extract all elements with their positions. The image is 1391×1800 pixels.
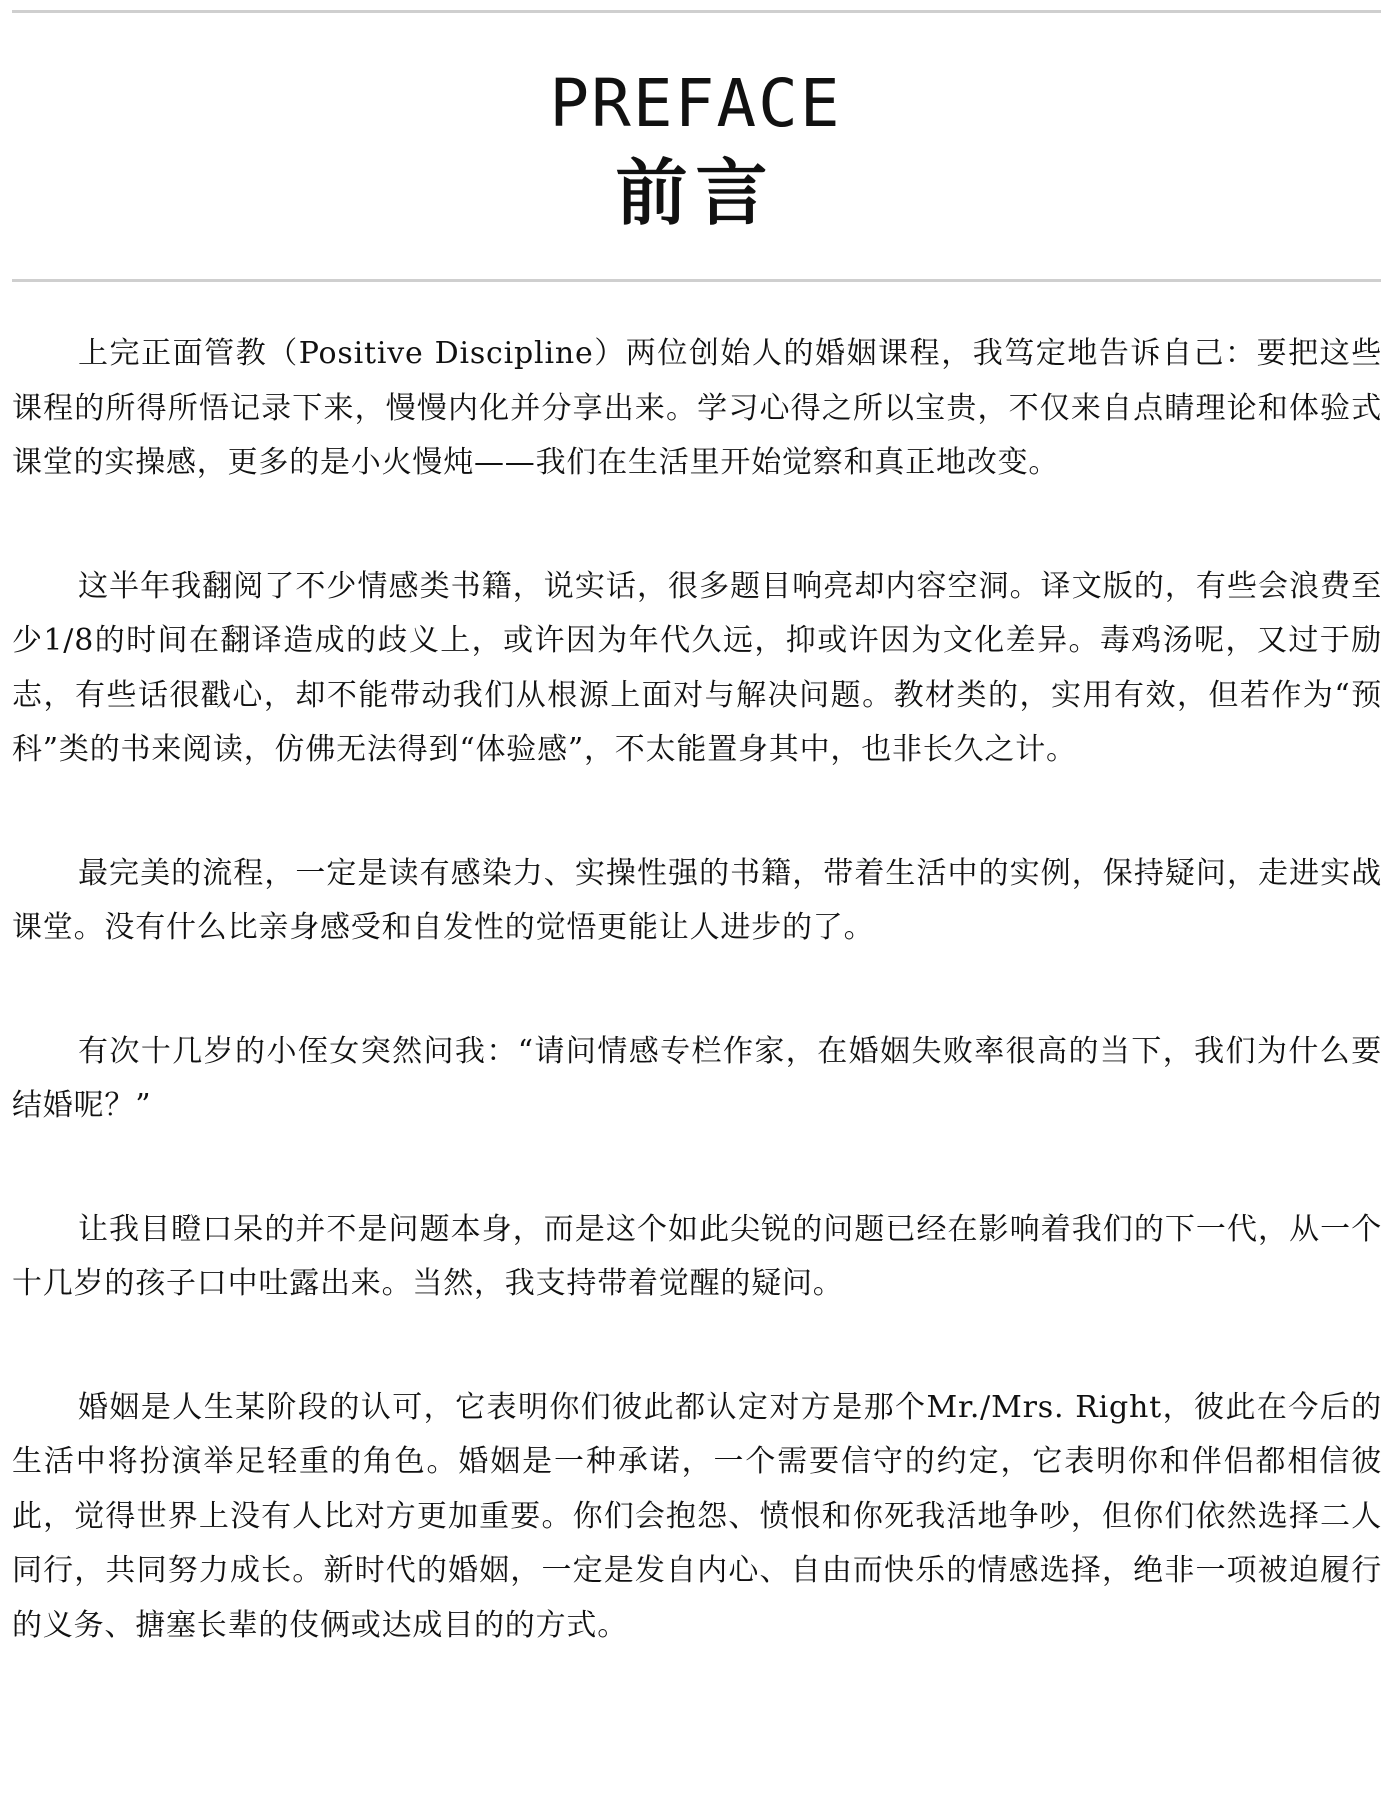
- paragraph: 有次十几岁的小侄女突然问我：“请问情感专栏作家，在婚姻失败率很高的当下，我们为什么要结婚呢？”: [12, 1033, 1382, 1123]
- bottom-divider: [12, 279, 1381, 282]
- paragraph: 婚姻是人生某阶段的认可，它表明你们彼此都认定对方是那个Mr./Mrs. Right，彼此在今后的生活中将扮演举足轻重的角色。婚姻是一种承诺，一个需要信守的约定，它表明你和伴侣都相信彼此，觉得世界上没有人比对方更加重要。你们会抱怨、愤恨和你死我活地争吵，但你们依然选择二人同行，共同努力成长。新时代的婚姻，一定是发自内心、自由而快乐的情感选择，绝非一项被迫履行的义务、搪塞长辈的伎俩或达成目的的方式。: [12, 1389, 1382, 1643]
- paragraph: 让我目瞪口呆的并不是问题本身，而是这个如此尖锐的问题已经在影响着我们的下一代，从一个十几岁的孩子口中吐露出来。当然，我支持带着觉醒的疑问。: [12, 1211, 1382, 1301]
- top-divider: [12, 10, 1381, 13]
- paragraph: 这半年我翻阅了不少情感类书籍，说实话，很多题目响亮却内容空洞。译文版的，有些会浪费至少1/8的时间在翻译造成的歧义上，或许因为年代久远，抑或许因为文化差异。毒鸡汤呢，又过于励志，有些话很戳心，却不能带动我们从根源上面对与解决问题。教材类的，实用有效，但若作为“预科”类的书来阅读，仿佛无法得到“体验感”，不太能置身其中，也非长久之计。: [12, 568, 1382, 767]
- preface-body: [12, 327, 1382, 1653]
- paragraph: 上完正面管教（Positive Discipline）两位创始人的婚姻课程，我笃定地告诉自己：要把这些课程的所得所悟记录下来，慢慢内化并分享出来。学习心得之所以宝贵，不仅来自点睛理论和体验式课堂的实操感，更多的是小火慢炖——我们在生活里开始觉察和真正地改变。: [12, 336, 1382, 480]
- title-english: PREFACE: [549, 65, 842, 142]
- paragraph: 最完美的流程，一定是读有感染力、实操性强的书籍，带着生活中的实例，保持疑问，走进实战课堂。没有什么比亲身感受和自发性的觉悟更能让人进步的了。: [12, 855, 1382, 945]
- title-chinese: 前言: [615, 151, 776, 235]
